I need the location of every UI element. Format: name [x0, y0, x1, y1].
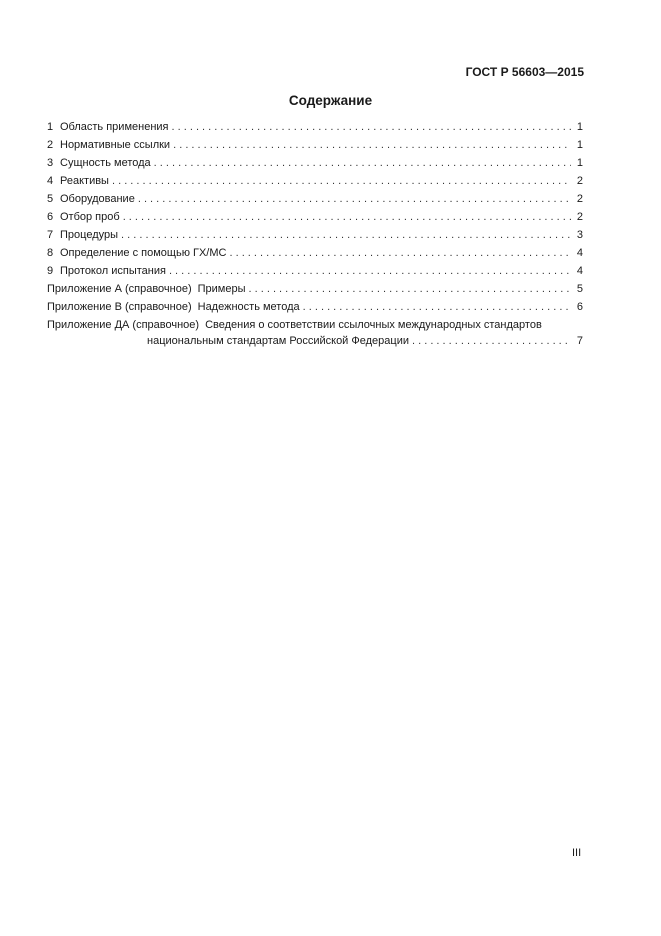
dot-leader	[154, 157, 571, 169]
dot-leader	[121, 229, 571, 241]
toc-number: 8	[47, 247, 54, 259]
toc-number: 3	[47, 157, 54, 169]
toc-page: 4	[576, 247, 583, 259]
appendix-prefix: Приложение ДА (справочное)	[47, 319, 200, 331]
toc-entry[interactable]	[47, 121, 583, 139]
dot-leader	[229, 247, 571, 259]
toc-entry[interactable]	[47, 229, 583, 247]
dot-leader	[303, 301, 571, 313]
toc-page: 2	[576, 193, 583, 205]
toc-appendix-entry[interactable]	[47, 319, 583, 351]
toc-number: 5	[47, 193, 54, 205]
document-id: ГОСТ Р 56603—2015	[465, 65, 584, 79]
toc-page: 2	[576, 211, 583, 223]
toc-entry[interactable]	[47, 247, 583, 265]
dot-leader	[249, 283, 572, 295]
toc-entry[interactable]	[47, 157, 583, 175]
toc-label: Надежность метода	[197, 301, 300, 313]
toc-label: Сведения о соответствии ссылочных международных стандартов	[205, 319, 542, 331]
toc-label: Определение с помощью ГХ/МС	[60, 247, 227, 259]
toc-page: 1	[576, 157, 583, 169]
toc-label: Область применения	[60, 121, 169, 133]
toc-entry[interactable]	[47, 175, 583, 193]
page-title: Содержание	[288, 93, 373, 108]
toc-label: Отбор проб	[60, 211, 120, 223]
toc-entry[interactable]	[47, 193, 583, 211]
toc-label: Сущность метода	[60, 157, 151, 169]
toc-number: 6	[47, 211, 54, 223]
toc-entry[interactable]	[47, 211, 583, 229]
toc-page: 3	[576, 229, 583, 241]
toc-page: 1	[576, 121, 583, 133]
appendix-prefix: Приложение А (справочное)	[47, 283, 192, 295]
toc-label: Оборудование	[60, 193, 135, 205]
toc-number: 1	[47, 121, 54, 133]
toc-label: Процедуры	[60, 229, 119, 241]
dot-leader	[412, 335, 571, 347]
toc-page: 2	[576, 175, 583, 187]
toc-page: 4	[576, 265, 583, 277]
dot-leader	[173, 139, 571, 151]
toc-label-continued: национальным стандартам Российской Федерации	[147, 335, 409, 347]
toc-page: 6	[576, 301, 583, 313]
dot-leader	[169, 265, 571, 277]
toc-label: Протокол испытания	[60, 265, 166, 277]
table-of-contents	[47, 121, 583, 351]
page-number: III	[572, 847, 582, 859]
toc-page: 1	[576, 139, 583, 151]
toc-entry[interactable]	[47, 265, 583, 283]
dot-leader	[123, 211, 571, 223]
toc-appendix-entry[interactable]	[47, 283, 583, 301]
toc-page: 7	[576, 335, 583, 347]
toc-appendix-entry[interactable]	[47, 301, 583, 319]
toc-label: Реактивы	[60, 175, 109, 187]
dot-leader	[172, 121, 572, 133]
dot-leader	[138, 193, 571, 205]
toc-number: 9	[47, 265, 54, 277]
appendix-prefix: Приложение В (справочное)	[47, 301, 192, 313]
toc-number: 2	[47, 139, 54, 151]
toc-label: Нормативные ссылки	[60, 139, 171, 151]
toc-label: Примеры	[197, 283, 246, 295]
dot-leader	[112, 175, 571, 187]
toc-entry[interactable]	[47, 139, 583, 157]
toc-number: 7	[47, 229, 54, 241]
toc-page: 5	[576, 283, 583, 295]
toc-number: 4	[47, 175, 54, 187]
